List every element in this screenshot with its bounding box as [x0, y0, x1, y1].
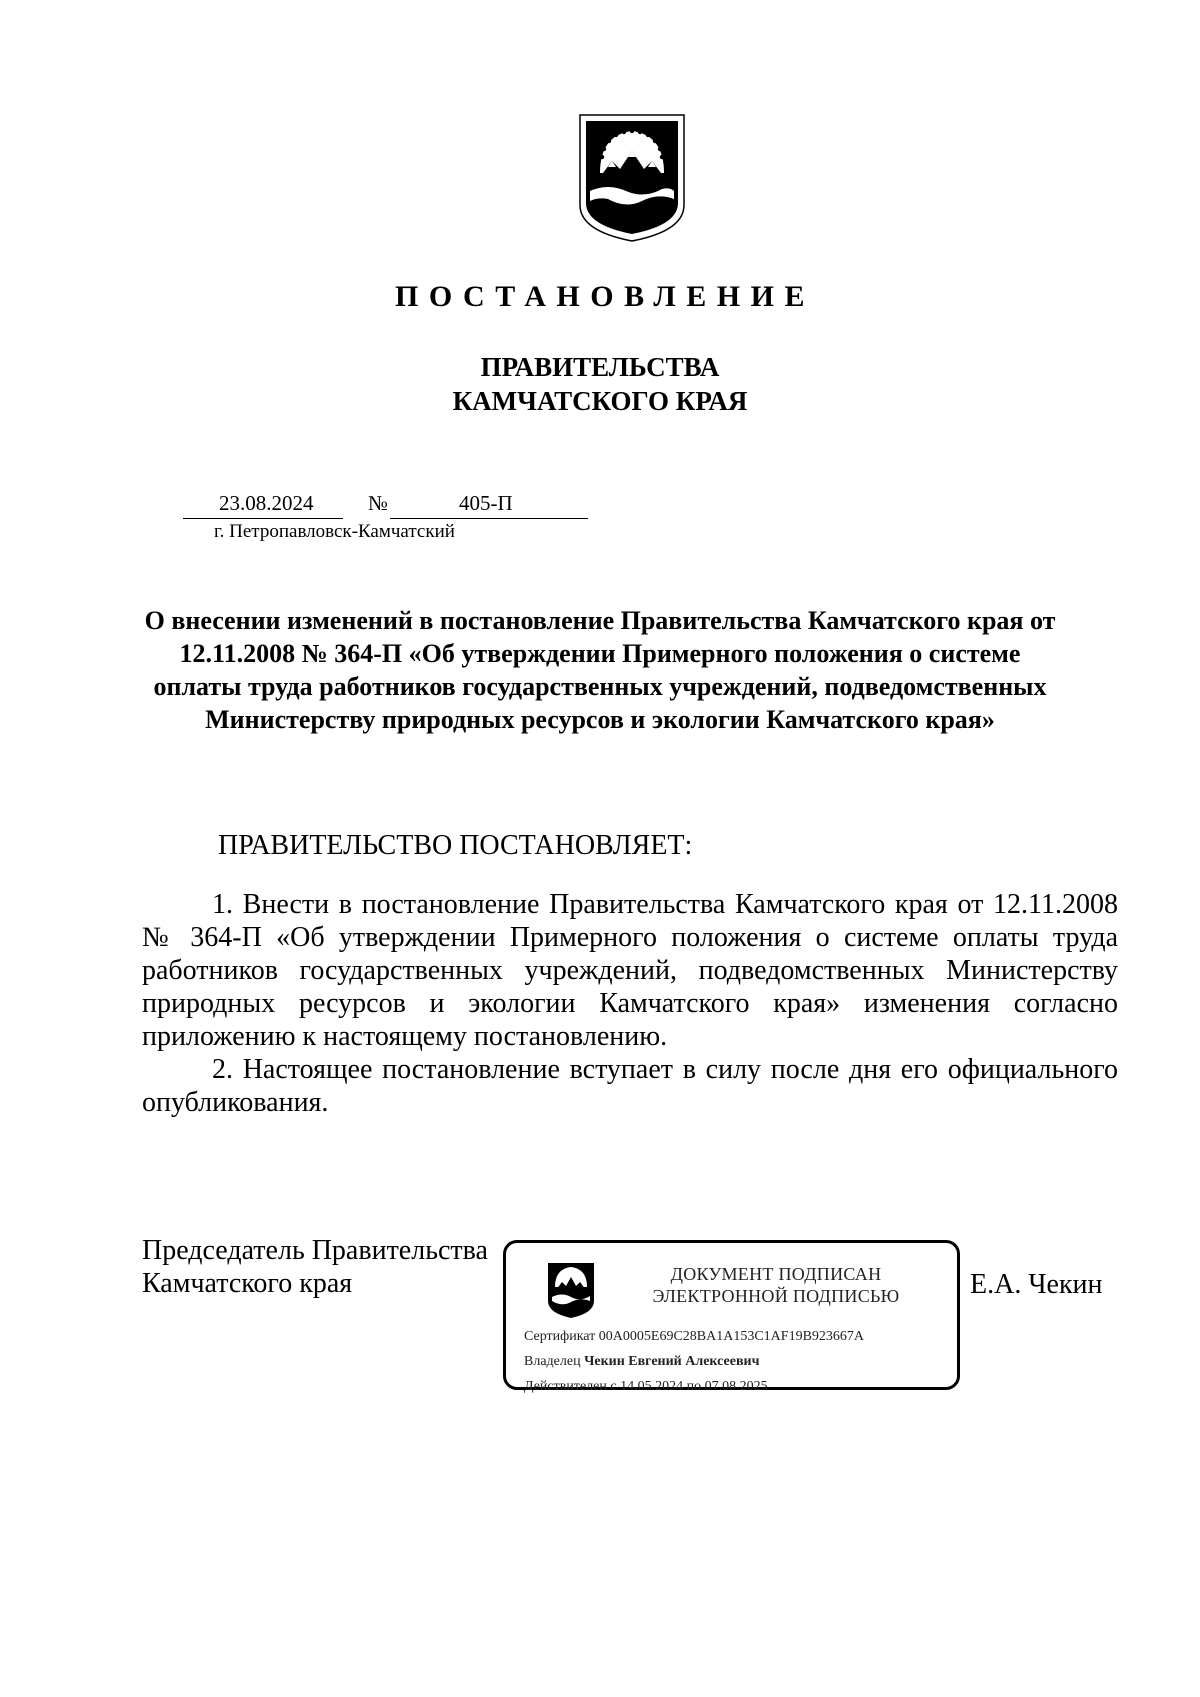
owner-label: Владелец [524, 1354, 581, 1369]
owner-value: Чекин Евгений Алексеевич [584, 1354, 760, 1369]
stamp-title-line-2: ЭЛЕКТРОННОЙ ПОДПИСЬЮ [652, 1286, 900, 1306]
stamp-certificate [524, 1329, 864, 1345]
signatory-position [142, 1234, 488, 1300]
validity-label: Действителен [524, 1379, 607, 1394]
document-date: 23.08.2024 [219, 491, 314, 515]
valid-from: 14.05.2024 [620, 1379, 684, 1394]
coat-of-arms-icon [578, 113, 686, 243]
signatory-position-line-1: Председатель Правительства [142, 1235, 488, 1266]
signatory-position-line-2: Камчатского края [142, 1268, 353, 1299]
document-type: ПОСТАНОВЛЕНИЕ [395, 280, 815, 313]
valid-from-prefix: с [610, 1379, 617, 1394]
electronic-signature-stamp [503, 1240, 960, 1394]
issuer-line-1: ПРАВИТЕЛЬСТВА [480, 352, 720, 382]
stamp-owner [524, 1354, 759, 1370]
date-underline [183, 518, 343, 519]
valid-to-prefix: по [686, 1379, 702, 1394]
document-number: 405-П [459, 491, 513, 515]
paragraph-2: 2. Настоящее постановление вступает в силу после дня его официального опубликования. [142, 1054, 1118, 1118]
document-heading: О внесении изменений в постановление Правительства Камчатского края от 12.11.2008 № 364-П «Об утверждении Примерного положения о системе оплаты труда работников государственных учреждений, подведомственных Министерству природных ресурсов и экологии Камчатского края» [144, 606, 1056, 734]
stamp-title [616, 1263, 936, 1307]
resolution-phrase: ПРАВИТЕЛЬСТВО ПОСТАНОВЛЯЕТ: [218, 830, 693, 861]
certificate-label: Сертификат [524, 1329, 596, 1344]
stamp-title-line-1: ДОКУМЕНТ ПОДПИСАН [670, 1264, 882, 1284]
signatory-name: Е.А. Чекин [970, 1269, 1103, 1300]
certificate-value: 00A0005E69C28BA1A153C1AF19B923667A [598, 1329, 865, 1344]
paragraph-1: 1. Внести в постановление Правительства Камчатского края от 12.11.2008 № 364-П «Об утверждении Примерного положения о системе оплаты труда работников государственных учреждений, подведомственных Министерству природных ресурсов и экологии Камчатского края» изменения согласно приложению к настоящему постановлению. [142, 889, 1118, 1052]
stamp-validity [524, 1379, 768, 1395]
document-city: г. Петропавловск-Камчатский [214, 521, 455, 542]
document-body [142, 888, 1118, 1119]
valid-to: 07.08.2025 [704, 1379, 768, 1394]
issuer-line-2: КАМЧАТСКОГО КРАЯ [452, 386, 748, 416]
number-sign: № [368, 491, 389, 515]
number-underline [390, 518, 588, 519]
stamp-coat-of-arms-icon [546, 1261, 596, 1319]
